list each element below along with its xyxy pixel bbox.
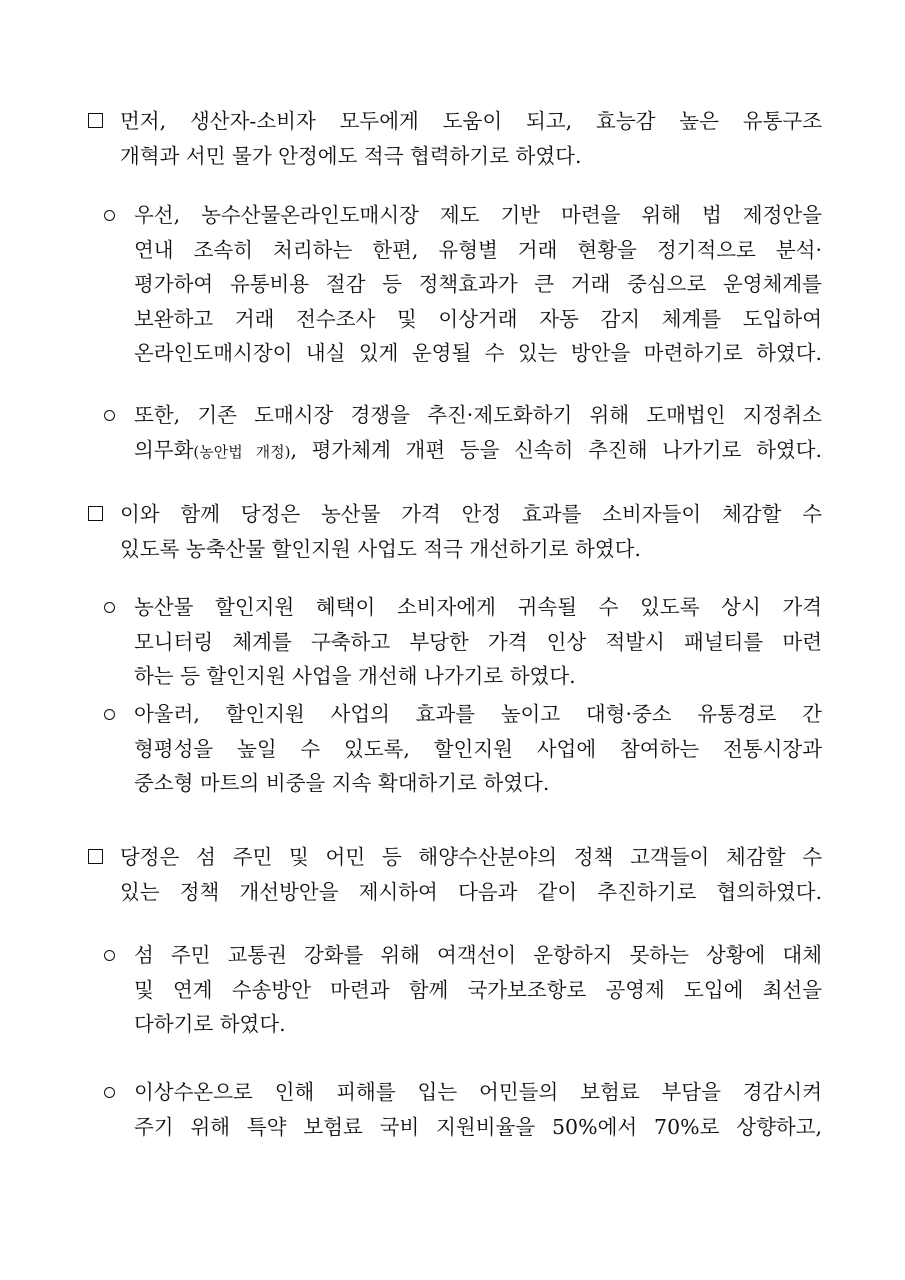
text-line: 이와 함께 당정은 농산물 가격 안정 효과를 소비자들이 체감할 수 [120,502,822,526]
box-item-discount-support [88,497,822,566]
circle-bullet-icon [104,210,115,221]
square-bullet-icon [88,113,103,128]
circle-bullet-icon [104,602,115,613]
text-line: 먼저, 생산자-소비자 모두에게 도움이 되고, 효능감 높은 유통구조 [120,109,822,133]
text-line: 하는 등 할인지원 사업을 개선해 나가기로 하였다. [134,664,576,688]
circle-bullet-icon [104,1087,115,1098]
text-line: 모니터링 체계를 구축하고 부당한 가격 인상 적발시 패널티를 마련 [134,629,822,654]
text-line: 또한, 기존 도매시장 경쟁을 추진·제도화하기 위해 도매법인 지정취소 [134,403,822,427]
text-line: 당정은 섬 주민 및 어민 등 해양수산분야의 정책 고객들이 체감할 수 [120,845,822,869]
text-line: 있는 정책 개선방안을 제시하여 다음과 같이 추진하기로 협의하였다. [120,879,822,904]
text-line: 중소형 마트의 비중을 지속 확대하기로 하였다. [134,771,550,795]
text-fragment: , 평가체계 개편 등을 신속히 추진해 나가기로 하였다. [290,437,822,462]
text-line [134,433,822,470]
circle-item-online-wholesale [104,198,822,371]
text-line: 섬 주민 교통권 강화를 위해 여객선이 운항하지 못하는 상황에 대체 [134,943,822,967]
circle-item-price-monitoring [104,590,822,694]
text-fragment: 의무화 [134,437,194,462]
text-line: 개혁과 서민 물가 안정에도 적극 협력하기로 하였다. [120,143,582,168]
text-line: 있도록 농축산물 할인지원 사업도 적극 개선하기로 하였다. [120,536,641,561]
text-line: 이상수온으로 인해 피해를 입는 어민들의 보험료 부담을 경감시켜 [134,1080,822,1104]
text-line: 다하기로 하였다. [134,1012,286,1036]
text-line: 연내 조속히 처리하는 한편, 유형별 거래 현황을 정기적으로 분석· [134,237,822,262]
text-line: 주기 위해 특약 보험료 국비 지원비율을 50%에서 70%로 상향하고, [134,1114,822,1139]
circle-item-island-transport [104,938,822,1042]
circle-bullet-icon [104,410,115,421]
text-line: 아울러, 할인지원 사업의 효과를 높이고 대형·중소 유통경로 간 [134,702,822,726]
box-item-distribution-reform [88,104,822,173]
text-line: 평가하여 유통비용 절감 등 정책효과가 큰 거래 중심으로 운영체계를 [134,272,822,296]
text-line: 농산물 할인지원 혜택이 소비자에게 귀속될 수 있도록 상시 가격 [134,595,822,619]
circle-bullet-icon [104,709,115,720]
circle-bullet-icon [104,950,115,961]
text-line: 및 연계 수송방안 마련과 함께 국가보조항로 공영제 도입에 최선을 [134,977,822,1002]
text-line: 보완하고 거래 전수조사 및 이상거래 자동 감지 체계를 도입하여 [134,306,822,331]
text-line: 온라인도매시장이 내실 있게 운영될 수 있는 방안을 마련하기로 하였다. [134,341,822,365]
square-bullet-icon [88,506,103,521]
square-bullet-icon [88,849,103,864]
law-note: (농안법 개정) [193,442,291,461]
box-item-marine-policy [88,840,822,909]
circle-item-insurance-support [104,1075,822,1144]
circle-item-traditional-markets [104,697,822,801]
circle-item-wholesale-competition [104,398,822,469]
text-line: 우선, 농수산물온라인도매시장 제도 기반 마련을 위해 법 제정안을 [134,203,822,227]
text-line: 형평성을 높일 수 있도록, 할인지원 사업에 참여하는 전통시장과 [134,736,822,761]
